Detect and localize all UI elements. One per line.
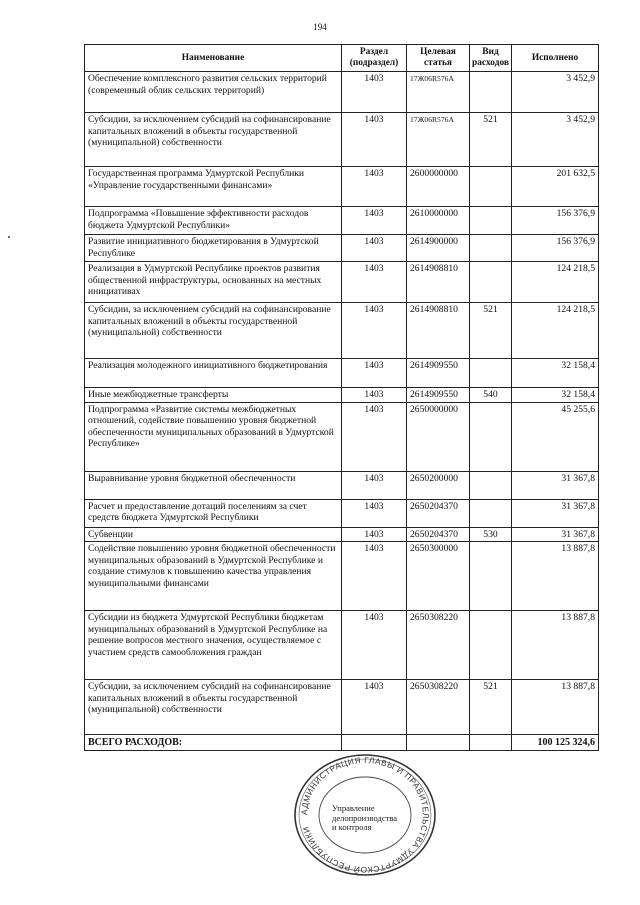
row-executed: 13 887,8 bbox=[512, 680, 599, 735]
table-row bbox=[85, 611, 599, 680]
row-kind bbox=[470, 359, 512, 388]
total-executed: 100 125 324,6 bbox=[512, 735, 599, 751]
row-name: Содействие повышению уровня бюджетной обеспеченности муниципальных образований в Удмуртской Республике и создание стимулов к повышению качества управления муниципальными финансами bbox=[85, 542, 342, 611]
total-article bbox=[407, 735, 470, 751]
table-row bbox=[85, 388, 599, 403]
row-article: 2614908810 bbox=[407, 303, 470, 359]
row-executed: 13 887,8 bbox=[512, 542, 599, 611]
row-name: Субсидии, за исключением субсидий на софинансирование капитальных вложений в объекты государственной (муниципальной) собственности bbox=[85, 113, 342, 167]
table-row bbox=[85, 499, 599, 527]
row-section: 1403 bbox=[342, 262, 407, 303]
header-article-line1: Целевая bbox=[420, 47, 456, 57]
row-name: Подпрограмма «Повышение эффективности расходов бюджета Удмуртской Республики» bbox=[85, 207, 342, 235]
row-article: 2650308220 bbox=[407, 680, 470, 735]
row-name: Иные межбюджетные трансферты bbox=[85, 388, 342, 403]
row-section: 1403 bbox=[342, 72, 407, 113]
row-executed: 124 218,5 bbox=[512, 303, 599, 359]
table-row bbox=[85, 235, 599, 262]
row-executed: 31 367,8 bbox=[512, 527, 599, 542]
row-executed: 13 887,8 bbox=[512, 611, 599, 680]
row-executed: 156 376,9 bbox=[512, 207, 599, 235]
row-article: 2650300000 bbox=[407, 542, 470, 611]
row-executed: 3 452,9 bbox=[512, 72, 599, 113]
row-article: 2650308220 bbox=[407, 611, 470, 680]
row-article: 2614900000 bbox=[407, 235, 470, 262]
expenditure-table bbox=[84, 44, 599, 751]
row-kind: 540 bbox=[470, 388, 512, 403]
table-row bbox=[85, 402, 599, 471]
header-section-line2: (подраздел) bbox=[349, 58, 399, 68]
row-section: 1403 bbox=[342, 388, 407, 403]
row-name: Реализация молодежного инициативного бюджетирования bbox=[85, 359, 342, 388]
header-kind-line2: расходов bbox=[472, 58, 509, 68]
row-executed: 31 367,8 bbox=[512, 471, 599, 499]
table-header-row bbox=[85, 45, 599, 72]
row-executed: 156 376,9 bbox=[512, 235, 599, 262]
row-executed: 201 632,5 bbox=[512, 167, 599, 207]
row-executed: 45 255,6 bbox=[512, 402, 599, 471]
row-article: 2650200000 bbox=[407, 471, 470, 499]
row-section: 1403 bbox=[342, 359, 407, 388]
row-kind bbox=[470, 471, 512, 499]
scan-speck bbox=[8, 236, 10, 238]
table-row bbox=[85, 113, 599, 167]
row-article: 17Ж06R576А bbox=[407, 113, 470, 167]
total-label: ВСЕГО РАСХОДОВ: bbox=[85, 735, 342, 751]
row-section: 1403 bbox=[342, 402, 407, 471]
table-row bbox=[85, 542, 599, 611]
row-article: 2650204370 bbox=[407, 527, 470, 542]
stamp-center-text bbox=[332, 804, 396, 833]
table-row bbox=[85, 303, 599, 359]
stamp-line: делопроизводства bbox=[332, 812, 397, 823]
row-kind: 521 bbox=[470, 113, 512, 167]
table-row bbox=[85, 207, 599, 235]
row-kind bbox=[470, 499, 512, 527]
row-executed: 3 452,9 bbox=[512, 113, 599, 167]
row-article: 2614908810 bbox=[407, 262, 470, 303]
row-name: Субсидии из бюджета Удмуртской Республики бюджетам муниципальных образований в Удмуртской Республике на решение вопросов местного значения, осуществляемое с участием средств самообложения граждан bbox=[85, 611, 342, 680]
row-section: 1403 bbox=[342, 207, 407, 235]
row-name: Подпрограмма «Развитие системы межбюджетных отношений, содействие повышению уровня бюджетной обеспеченности муниципальных образований в Удмуртской Республике» bbox=[85, 402, 342, 471]
row-kind bbox=[470, 542, 512, 611]
table-row bbox=[85, 680, 599, 735]
row-name: Выравнивание уровня бюджетной обеспеченности bbox=[85, 471, 342, 499]
row-section: 1403 bbox=[342, 611, 407, 680]
table-row bbox=[85, 167, 599, 207]
row-article: 2614909550 bbox=[407, 359, 470, 388]
row-kind bbox=[470, 235, 512, 262]
row-kind: 521 bbox=[470, 680, 512, 735]
row-article: 17Ж06R576А bbox=[407, 72, 470, 113]
row-section: 1403 bbox=[342, 542, 407, 611]
row-executed: 32 158,4 bbox=[512, 388, 599, 403]
total-row bbox=[85, 735, 599, 751]
stamp-ring-text: АДМИНИСТРАЦИЯ ГЛАВЫ И ПРАВИТЕЛЬСТВА УДМУРТСКОЙ РЕСПУБЛИКИ bbox=[299, 755, 431, 875]
row-kind bbox=[470, 402, 512, 471]
row-name: Субсидии, за исключением субсидий на софинансирование капитальных вложений в объекты государственной (муниципальной) собственности bbox=[85, 680, 342, 735]
row-article: 2610000000 bbox=[407, 207, 470, 235]
row-article: 2650000000 bbox=[407, 402, 470, 471]
total-kind bbox=[470, 735, 512, 751]
row-section: 1403 bbox=[342, 235, 407, 262]
table-row bbox=[85, 471, 599, 499]
row-section: 1403 bbox=[342, 113, 407, 167]
header-section bbox=[342, 45, 407, 72]
row-section: 1403 bbox=[342, 527, 407, 542]
row-section: 1403 bbox=[342, 471, 407, 499]
row-name: Развитие инициативного бюджетирования в Удмуртской Республике bbox=[85, 235, 342, 262]
row-name: Субвенции bbox=[85, 527, 342, 542]
row-kind: 521 bbox=[470, 303, 512, 359]
row-article: 2650204370 bbox=[407, 499, 470, 527]
total-section bbox=[342, 735, 407, 751]
row-executed: 124 218,5 bbox=[512, 262, 599, 303]
header-kind bbox=[470, 45, 512, 72]
row-name: Расчет и предоставление дотаций поселениям за счет средств бюджета Удмуртской Республики bbox=[85, 499, 342, 527]
row-kind bbox=[470, 262, 512, 303]
stamp-line: Управление bbox=[332, 803, 375, 813]
row-kind bbox=[470, 72, 512, 113]
row-section: 1403 bbox=[342, 303, 407, 359]
header-article bbox=[407, 45, 470, 72]
row-kind bbox=[470, 167, 512, 207]
row-kind bbox=[470, 207, 512, 235]
table-row bbox=[85, 72, 599, 113]
header-executed: Исполнено bbox=[512, 45, 599, 72]
row-name: Субсидии, за исключением субсидий на софинансирование капитальных вложений в объекты государственной (муниципальной) собственности bbox=[85, 303, 342, 359]
table-row bbox=[85, 359, 599, 388]
row-article: 2600000000 bbox=[407, 167, 470, 207]
header-article-line2: статья bbox=[424, 58, 452, 68]
header-kind-line1: Вид bbox=[482, 47, 499, 57]
page-number: 194 bbox=[313, 22, 327, 32]
row-article: 2614909550 bbox=[407, 388, 470, 403]
row-name: Обеспечение комплексного развития сельских территорий (современный облик сельских территорий) bbox=[85, 72, 342, 113]
header-section-line1: Раздел bbox=[359, 47, 389, 57]
table-row bbox=[85, 527, 599, 542]
row-name: Государственная программа Удмуртской Республики «Управление государственными финансами» bbox=[85, 167, 342, 207]
row-executed: 31 367,8 bbox=[512, 499, 599, 527]
table-row bbox=[85, 262, 599, 303]
stamp-line: и контроля bbox=[332, 822, 372, 832]
row-name: Реализация в Удмуртской Республике проектов развития общественной инфраструктуры, основанных на местных инициативах bbox=[85, 262, 342, 303]
row-section: 1403 bbox=[342, 680, 407, 735]
row-executed: 32 158,4 bbox=[512, 359, 599, 388]
row-kind: 530 bbox=[470, 527, 512, 542]
row-section: 1403 bbox=[342, 167, 407, 207]
header-name: Наименование bbox=[85, 45, 342, 72]
row-kind bbox=[470, 611, 512, 680]
row-section: 1403 bbox=[342, 499, 407, 527]
